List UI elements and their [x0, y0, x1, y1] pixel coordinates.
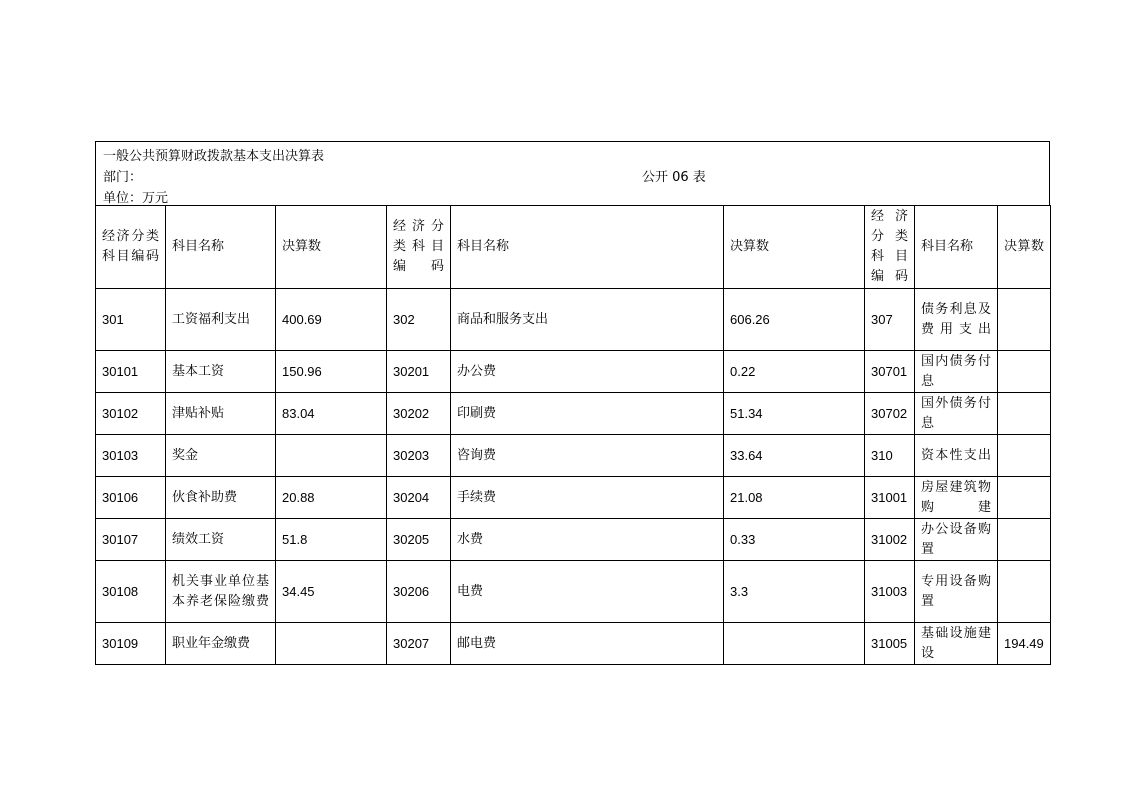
cell-name: 津贴补贴 — [166, 393, 276, 435]
cell-amount: 51.8 — [276, 519, 387, 561]
cell-amount — [998, 393, 1051, 435]
cell-name: 工资福利支出 — [166, 289, 276, 351]
cell-amount — [998, 435, 1051, 477]
cell-code: 30108 — [96, 561, 166, 623]
table-row — [96, 435, 1051, 477]
cell-code: 30106 — [96, 477, 166, 519]
report-title: 一般公共预算财政拨款基本支出决算表 — [103, 149, 325, 164]
cell-amount — [998, 477, 1051, 519]
cell-code: 310 — [865, 435, 915, 477]
cell-amount: 0.33 — [724, 519, 865, 561]
cell-name: 房屋建筑物购建 — [915, 477, 998, 519]
col-header-amount: 决算数 — [724, 206, 865, 289]
cell-name: 商品和服务支出 — [451, 289, 724, 351]
cell-code: 30107 — [96, 519, 166, 561]
table-code: 公开 06 表 — [642, 170, 706, 185]
cell-code: 301 — [96, 289, 166, 351]
cell-code: 307 — [865, 289, 915, 351]
cell-name: 基础设施建设 — [915, 623, 998, 665]
cell-code: 30204 — [387, 477, 451, 519]
cell-name: 咨询费 — [451, 435, 724, 477]
table-row — [96, 393, 1051, 435]
unit-label: 单位：万元 — [103, 191, 169, 206]
cell-name: 职业年金缴费 — [166, 623, 276, 665]
cell-code: 31005 — [865, 623, 915, 665]
cell-code: 302 — [387, 289, 451, 351]
cell-code: 30702 — [865, 393, 915, 435]
cell-amount: 34.45 — [276, 561, 387, 623]
cell-code: 30206 — [387, 561, 451, 623]
cell-code: 30101 — [96, 351, 166, 393]
cell-amount: 3.3 — [724, 561, 865, 623]
cell-name: 资本性支出 — [915, 435, 998, 477]
cell-amount: 83.04 — [276, 393, 387, 435]
cell-code: 31003 — [865, 561, 915, 623]
report-document — [95, 141, 1050, 665]
col-header-name: 科目名称 — [451, 206, 724, 289]
col-header-amount: 决算数 — [998, 206, 1051, 289]
cell-name: 办公设备购置 — [915, 519, 998, 561]
cell-name: 水费 — [451, 519, 724, 561]
cell-name: 专用设备购置 — [915, 561, 998, 623]
cell-amount — [998, 561, 1051, 623]
table-row — [96, 351, 1051, 393]
cell-code: 30205 — [387, 519, 451, 561]
cell-name: 基本工资 — [166, 351, 276, 393]
cell-amount — [998, 351, 1051, 393]
cell-code: 30109 — [96, 623, 166, 665]
col-header-code: 经济分类科目编码 — [865, 206, 915, 289]
cell-name: 手续费 — [451, 477, 724, 519]
cell-code: 31002 — [865, 519, 915, 561]
col-header-code: 经济分类科目编码 — [387, 206, 451, 289]
table-row — [96, 519, 1051, 561]
col-header-code: 经济分类科目编码 — [96, 206, 166, 289]
expenditure-table — [95, 205, 1051, 665]
table-row — [96, 477, 1051, 519]
col-header-amount: 决算数 — [276, 206, 387, 289]
cell-amount: 33.64 — [724, 435, 865, 477]
cell-code: 30203 — [387, 435, 451, 477]
cell-name: 电费 — [451, 561, 724, 623]
cell-amount — [724, 623, 865, 665]
cell-amount: 150.96 — [276, 351, 387, 393]
cell-name: 机关事业单位基本养老保险缴费 — [166, 561, 276, 623]
cell-code: 31001 — [865, 477, 915, 519]
cell-name: 邮电费 — [451, 623, 724, 665]
cell-amount: 606.26 — [724, 289, 865, 351]
cell-amount: 21.08 — [724, 477, 865, 519]
table-header-row — [96, 206, 1051, 289]
cell-amount — [276, 623, 387, 665]
cell-name: 债务利息及费用支出 — [915, 289, 998, 351]
cell-amount: 0.22 — [724, 351, 865, 393]
cell-name: 国内债务付息 — [915, 351, 998, 393]
cell-name: 印刷费 — [451, 393, 724, 435]
cell-code: 30202 — [387, 393, 451, 435]
col-header-name: 科目名称 — [915, 206, 998, 289]
cell-amount: 194.49 — [998, 623, 1051, 665]
report-header — [95, 141, 1050, 205]
department-label: 部门： — [103, 170, 143, 185]
cell-name: 办公费 — [451, 351, 724, 393]
cell-name: 国外债务付息 — [915, 393, 998, 435]
table-row — [96, 289, 1051, 351]
cell-amount: 20.88 — [276, 477, 387, 519]
col-header-name: 科目名称 — [166, 206, 276, 289]
cell-code: 30207 — [387, 623, 451, 665]
cell-amount: 51.34 — [724, 393, 865, 435]
cell-amount — [276, 435, 387, 477]
cell-code: 30701 — [865, 351, 915, 393]
cell-amount — [998, 289, 1051, 351]
cell-name: 绩效工资 — [166, 519, 276, 561]
cell-name: 伙食补助费 — [166, 477, 276, 519]
cell-amount — [998, 519, 1051, 561]
table-row — [96, 623, 1051, 665]
cell-amount: 400.69 — [276, 289, 387, 351]
cell-name: 奖金 — [166, 435, 276, 477]
cell-code: 30102 — [96, 393, 166, 435]
table-row — [96, 561, 1051, 623]
cell-code: 30103 — [96, 435, 166, 477]
cell-code: 30201 — [387, 351, 451, 393]
